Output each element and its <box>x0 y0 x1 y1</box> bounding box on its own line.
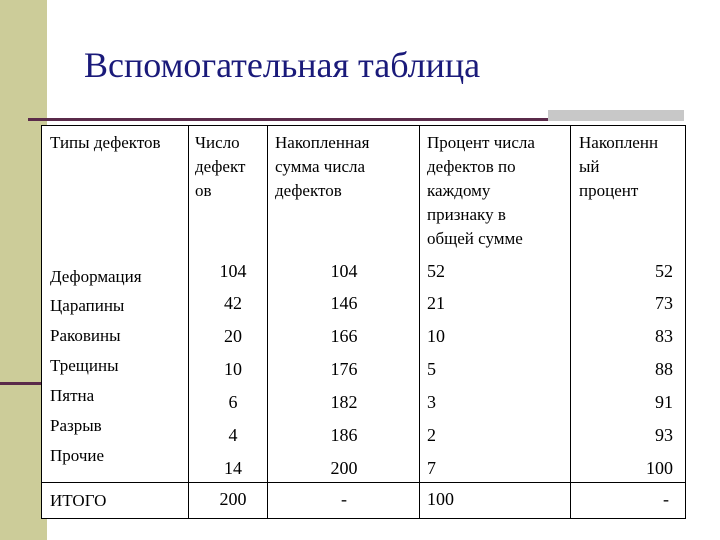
cell-cum-sum: 186 <box>330 425 358 445</box>
cell-cum-sum: 166 <box>330 326 358 346</box>
cell-percent: 10 <box>427 326 445 346</box>
cell-count: 104 <box>219 261 247 281</box>
total-divider <box>42 482 685 483</box>
header-percent: Процент числа дефектов по каждому признаку в общей сумме <box>427 133 535 248</box>
cell-count: 6 <box>228 392 238 412</box>
cell-cum-sum: 146 <box>330 293 358 313</box>
cell-percent: 3 <box>427 392 436 412</box>
cell-cum-sum: 104 <box>330 261 358 281</box>
cell-percent: 52 <box>427 261 445 281</box>
cell-cum-percent: 52 <box>655 261 673 281</box>
total-label: ИТОГО <box>50 491 107 510</box>
cell-cum-percent: 73 <box>655 293 673 313</box>
cell-count: 10 <box>224 359 242 379</box>
cell-type: Трещины <box>50 356 119 375</box>
cell-type: Разрыв <box>50 416 102 435</box>
total-cum-percent: - <box>663 489 669 509</box>
decor-line-left <box>0 382 47 385</box>
total-percent: 100 <box>427 489 454 509</box>
cell-cum-percent: 91 <box>655 392 673 412</box>
header-type: Типы дефектов <box>50 133 161 152</box>
cell-cum-percent: 93 <box>655 425 673 445</box>
left-decor-bar <box>0 0 47 540</box>
cell-type: Прочие <box>50 446 105 465</box>
header-count: Число дефект ов <box>195 133 246 200</box>
decor-strip <box>548 110 684 121</box>
cell-count: 14 <box>224 458 242 478</box>
total-cum-sum: - <box>341 489 347 509</box>
cell-count: 4 <box>228 425 238 445</box>
cell-count: 42 <box>224 293 242 313</box>
cell-cum-sum: 200 <box>330 458 358 478</box>
col-divider-4 <box>570 126 571 518</box>
cell-percent: 5 <box>427 359 436 379</box>
cell-type: Царапины <box>50 296 125 315</box>
cell-percent: 7 <box>427 458 436 478</box>
cell-type: Пятна <box>50 386 95 405</box>
cell-cum-percent: 100 <box>646 458 673 478</box>
cell-type: Раковины <box>50 326 121 345</box>
title-underline <box>28 118 548 121</box>
cell-cum-sum: 182 <box>330 392 358 412</box>
cell-count: 20 <box>224 326 242 346</box>
header-cum-percent: Накопленн ый процент <box>579 133 659 200</box>
defects-table <box>41 125 686 519</box>
header-cum-sum: Накопленная сумма числа дефектов <box>275 133 370 200</box>
col-divider-1 <box>188 126 189 518</box>
cell-percent: 21 <box>427 293 445 313</box>
cell-percent: 2 <box>427 425 436 445</box>
col-divider-3 <box>419 126 420 518</box>
cell-cum-sum: 176 <box>330 359 358 379</box>
cell-type: Деформация <box>50 267 142 286</box>
cell-cum-percent: 88 <box>655 359 673 379</box>
slide-title: Вспомогательная таблица <box>84 45 481 85</box>
total-count: 200 <box>219 489 247 509</box>
cell-cum-percent: 83 <box>655 326 673 346</box>
